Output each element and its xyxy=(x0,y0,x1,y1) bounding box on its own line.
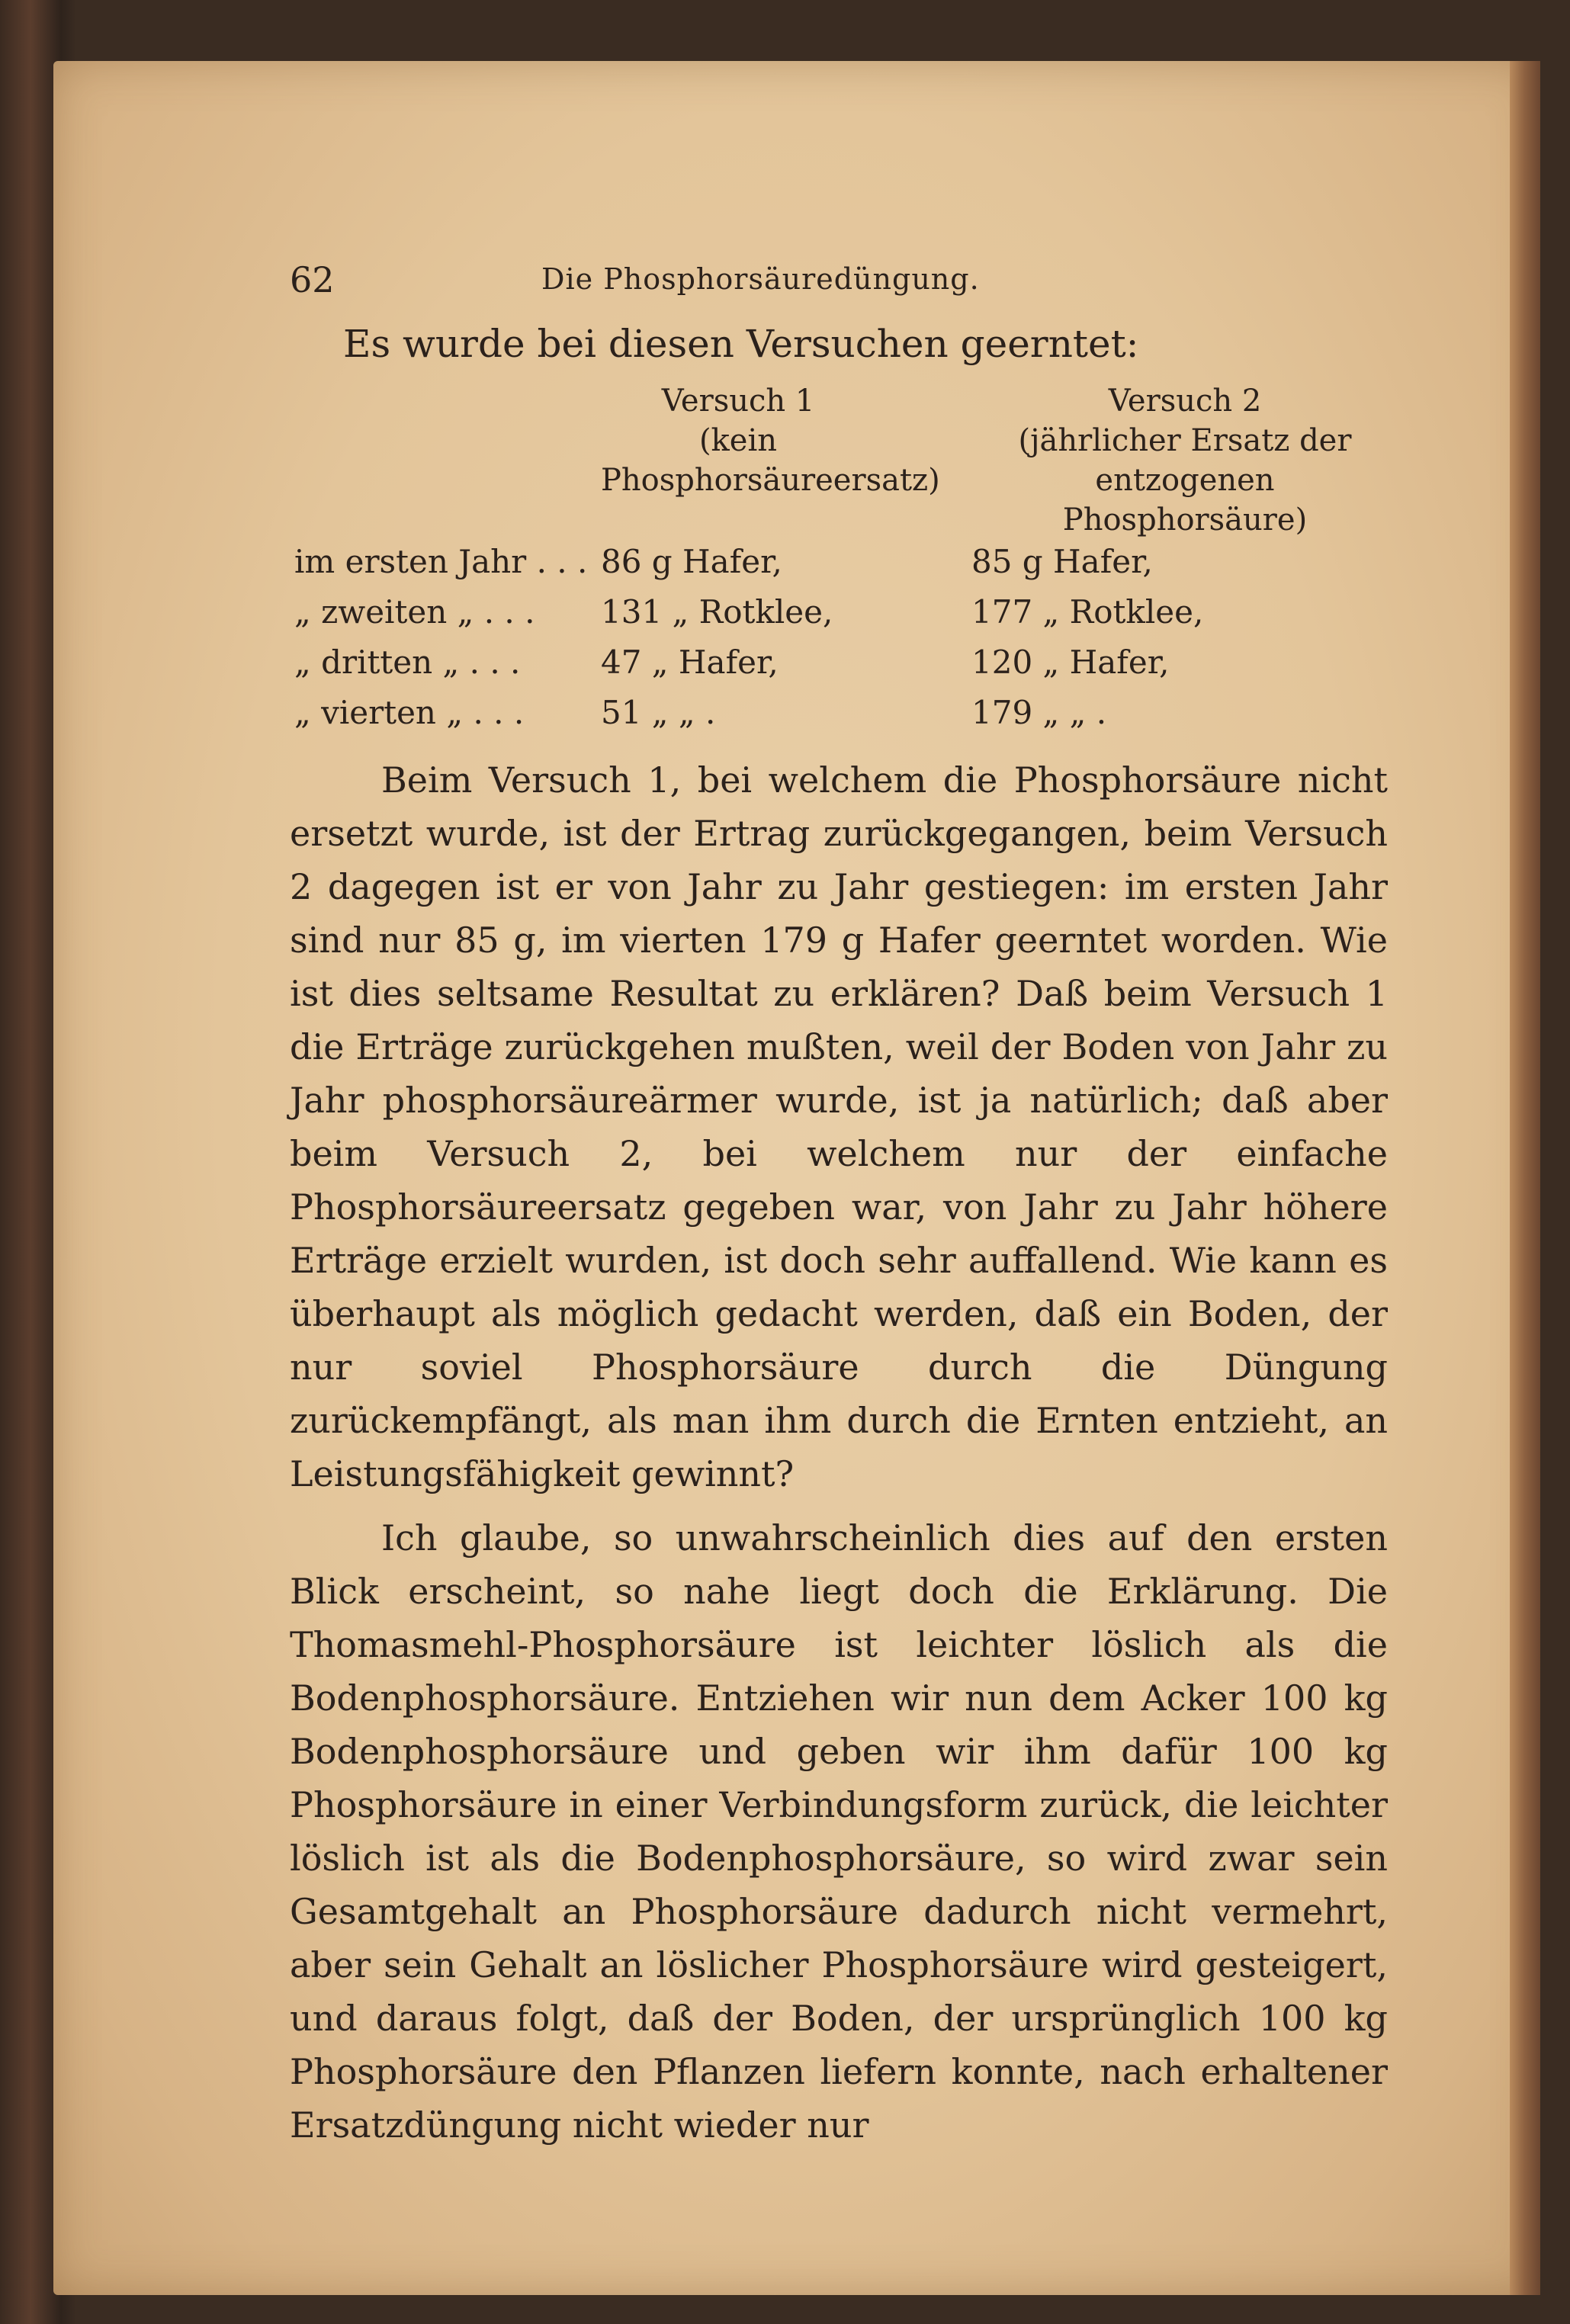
intro-line: Es wurde bei diesen Versuchen geerntet: xyxy=(343,322,1139,366)
table-row xyxy=(290,541,1403,592)
header-versuch-2 xyxy=(880,380,1403,541)
book-page xyxy=(53,61,1540,2295)
harvest-table xyxy=(290,380,1403,743)
page-edge xyxy=(1510,61,1540,2295)
row-v1-value: 86 g Hafer, xyxy=(601,543,782,580)
row-v2-value: 177 „ Rotklee, xyxy=(971,593,1204,631)
row-label: im ersten Jahr . . . xyxy=(294,543,588,580)
row-v2-value: 120 „ Hafer, xyxy=(971,644,1170,681)
header-v2-note: (jährlicher Ersatz der entzogenen Phosphorsäure) xyxy=(1018,423,1352,538)
body-paragraph-2: Ich glaube, so unwahrscheinlich dies auf den ersten Blick erscheint, so nahe liegt doch die Erklärung. Die Thomasmehl-Phosphorsäure ist leichter löslich als die Bodenphosphorsäure. Entziehen wir nun dem Acker 100 kg Bodenphosphorsäure und geben wir ihm dafür 100 kg Phosphorsäure in einer Verbindungsform zurück, die leichter löslich ist als die Bodenphosphorsäure, so wird zwar sein Gesamtgehalt an Phosphorsäure dadurch nicht vermehrt, aber sein Gehalt an löslicher Phosphorsäure wird gesteigert, und daraus folgt, daß der Boden, der ursprünglich 100 kg Phosphorsäure den Pflanzen liefern konnte, nach erhaltener Ersatzdüngung nicht wieder nur xyxy=(290,1517,1388,2146)
body-paragraph-1: Beim Versuch 1, bei welchem die Phosphorsäure nicht ersetzt wurde, ist der Ertrag zurückgegangen, beim Versuch 2 dagegen ist er von Jahr zu Jahr gestiegen: im ersten Jahr sind nur 85 g, im vierten 179 g Hafer geerntet worden. Wie ist dies seltsame Resultat zu erklären? Daß beim Versuch 1 die Erträge zurückgehen mußten, weil der Boden von Jahr zu Jahr phosphorsäureärmer wurde, ist ja natürlich; daß aber beim Versuch 2, bei welchem nur der einfache Phosphorsäureersatz gegeben war, von Jahr zu Jahr höhere Erträge erzielt wurden, ist doch sehr auffallend. Wie kann es überhaupt als möglich gedacht werden, daß ein Boden, der nur soviel Phosphorsäure durch die Düngung zurückempfängt, als man ihm durch die Ernten entzieht, an Leistungsfähigkeit gewinnt? xyxy=(290,759,1388,1494)
running-title: Die Phosphorsäuredüngung. xyxy=(541,262,980,296)
row-v1-value: 131 „ Rotklee, xyxy=(601,593,833,631)
row-v1-value: 51 „ „ . xyxy=(601,694,716,731)
page-content xyxy=(244,244,1388,2152)
row-label: „ dritten „ . . . xyxy=(294,644,521,681)
table-row xyxy=(290,642,1403,692)
header-v1-note: (kein Phosphorsäureersatz) xyxy=(601,423,940,498)
row-label: „ vierten „ . . . xyxy=(294,694,525,731)
header-versuch-1 xyxy=(596,380,940,541)
page-number: 62 xyxy=(290,259,335,300)
header-v1-title: Versuch 1 xyxy=(661,384,815,419)
table-row xyxy=(290,592,1403,642)
header-v2-title: Versuch 2 xyxy=(1108,384,1262,419)
row-v2-value: 179 „ „ . xyxy=(971,694,1107,731)
table-row xyxy=(290,692,1403,743)
running-head xyxy=(244,244,1388,305)
row-label: „ zweiten „ . . . xyxy=(294,593,535,631)
row-v1-value: 47 „ Hafer, xyxy=(601,644,779,681)
table-header-row xyxy=(290,380,1403,541)
header-empty-cell xyxy=(290,380,596,541)
row-v2-value: 85 g Hafer, xyxy=(971,543,1153,580)
